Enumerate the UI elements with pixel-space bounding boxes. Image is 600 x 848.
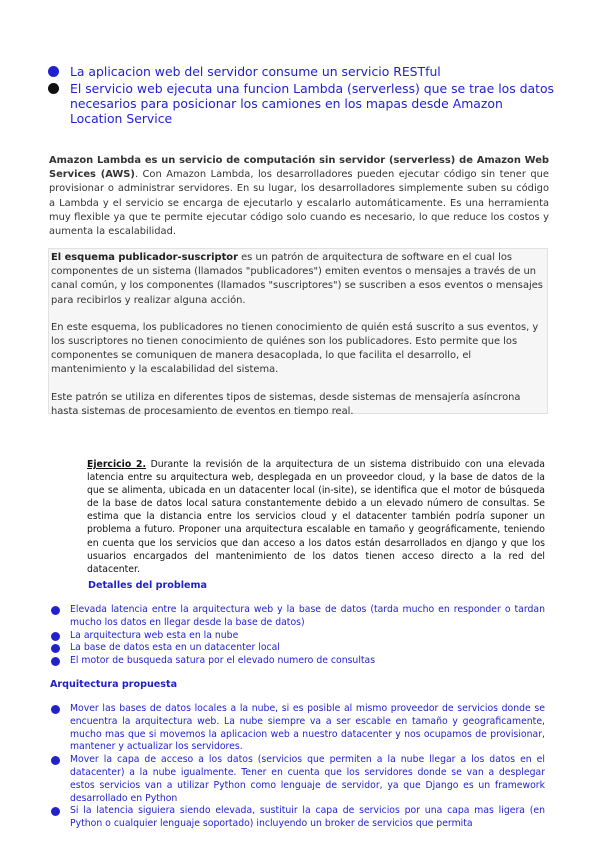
bullet-dot-icon bbox=[51, 632, 60, 641]
list-item: Si la latencia siguiera siendo elevada, sustituir la capa de servicios por una capa mas ligera (en Python o cualquier lenguaje soportado) incluyendo un broker de servicios que permita bbox=[51, 805, 545, 831]
pubsub-paragraph-2: En este esquema, los publicadores no tienen conocimiento de quién está suscrito a sus eventos, y los suscriptores no tienen conocimiento de quiénes son los publicadores. Esto permite que los componentes se comuniquen de manera desacoplada, lo que facilita el desarrollo, el mantenimiento y la escalabilidad del sistema. bbox=[51, 321, 539, 376]
bullet-dot-icon bbox=[51, 705, 60, 714]
exercise-label: Ejercicio 2. bbox=[87, 459, 147, 470]
lambda-text: . Con Amazon Lambda, los desarrolladores pueden ejecutar código sin tener que provisionar o administrar servidores. En su lugar, los desarrolladores simplemente suben su código a Lambda y el servicio se encarga de ejecutarlo y escalarlo automáticamente. Es una herramienta muy flexible ya que te permite ejecutar código solo cuando es necesario, lo que reduce los costos y aumenta la escalabilidad. bbox=[49, 169, 549, 238]
bullet-dot-icon bbox=[48, 66, 59, 77]
pubsub-paragraph-1: El esquema publicador-suscriptor es un patrón de arquitectura de software en el cual los componentes de un sistema (llamados "publicadores") emiten eventos o mensajes a través de un canal común, y los componentes (llamados "suscriptores") se suscriben a esos eventos o mensajes para recibirlos y realizar alguna acción. bbox=[51, 252, 543, 306]
exercise-paragraph bbox=[87, 458, 545, 576]
pubsub-bold: El esquema publicador-suscriptor bbox=[51, 252, 238, 263]
list-item: La base de datos esta en un datacenter local bbox=[51, 642, 545, 655]
list-item: Mover las bases de datos locales a la nube, si es posible al mismo proveedor de servicios donde se encuentra la arquitectura web. La nube siempre va a ser escable en tamaño y geograficamente, mucho mas que si movemos la aplicacion web a nuestro datacenter y nos ocupamos de provisionar, mantener y actualizar los servidores. bbox=[51, 703, 545, 754]
proposal-heading: Arquitectura propuesta bbox=[50, 679, 178, 690]
bullet-dot-icon bbox=[48, 83, 59, 94]
list-item: El servicio web ejecuta una funcion Lambda (serverless) que se trae los datos necesarios para posicionar los camiones en los mapas desde Amazon Location Service bbox=[48, 81, 558, 126]
bullet-dot-icon bbox=[51, 644, 60, 653]
details-list bbox=[51, 604, 545, 668]
list-item: Mover la capa de acceso a los datos (servicios que permiten a la nube llegar a los datos en el datacenter) a la nube igualmente. Tener en cuenta que los servidores donde se van a desplegar estos servicios van a utilizar Python como lenguaje de servidor, ya que Django es un framework desarrollado en Python bbox=[51, 754, 545, 805]
bullet-dot-icon bbox=[51, 756, 60, 765]
pubsub-box bbox=[48, 248, 548, 417]
lambda-bold: Amazon Lambda es un servicio de computación sin servidor (serverless) de Amazon Web Services (AWS) bbox=[49, 155, 549, 181]
top-bullet-list bbox=[48, 64, 558, 128]
details-heading: Detalles del problema bbox=[88, 580, 207, 591]
list-item: La aplicacion web del servidor consume un servicio RESTful bbox=[48, 64, 558, 79]
list-item: El motor de busqueda satura por el elevado numero de consultas bbox=[51, 655, 545, 668]
pubsub-paragraph-3: Este patrón se utiliza en diferentes tipos de sistemas, desde sistemas de mensajería asíncrona hasta sistemas de procesamiento de eventos en tiempo real. bbox=[51, 391, 521, 417]
lambda-paragraph bbox=[49, 154, 549, 239]
bullet-dot-icon bbox=[51, 807, 60, 816]
bullet-dot-icon bbox=[51, 606, 60, 615]
bullet-dot-icon bbox=[51, 657, 60, 666]
list-item: Elevada latencia entre la arquitectura web y la base de datos (tarda mucho en responder o tardan mucho los datos en llegar desde la base de datos) bbox=[51, 604, 545, 630]
list-item: La arquitectura web esta en la nube bbox=[51, 630, 545, 643]
exercise-text: Durante la revisión de la arquitectura de un sistema distribuido con una elevada latencia entre su arquitectura web, desplegada en un proveedor cloud, y la base de datos de la que se alimenta, ubicada en un datacenter local (in-site), se identifica que el motor de búsqueda de la base de datos local satura constantemente debido a un elevado número de consultas. Se estima que la distancia entre los servicios cloud y el datacenter también podría suponer un problema a futuro. Proponer una arquitectura escalable en tamaño y geográficamente, teniendo en cuenta que los servicios que dan acceso a los datos están desarrollados en django y que los usuarios encargados del mantenimiento de los datos tienen acceso directo a la red del datacenter. bbox=[87, 459, 545, 575]
proposal-list bbox=[51, 703, 545, 831]
